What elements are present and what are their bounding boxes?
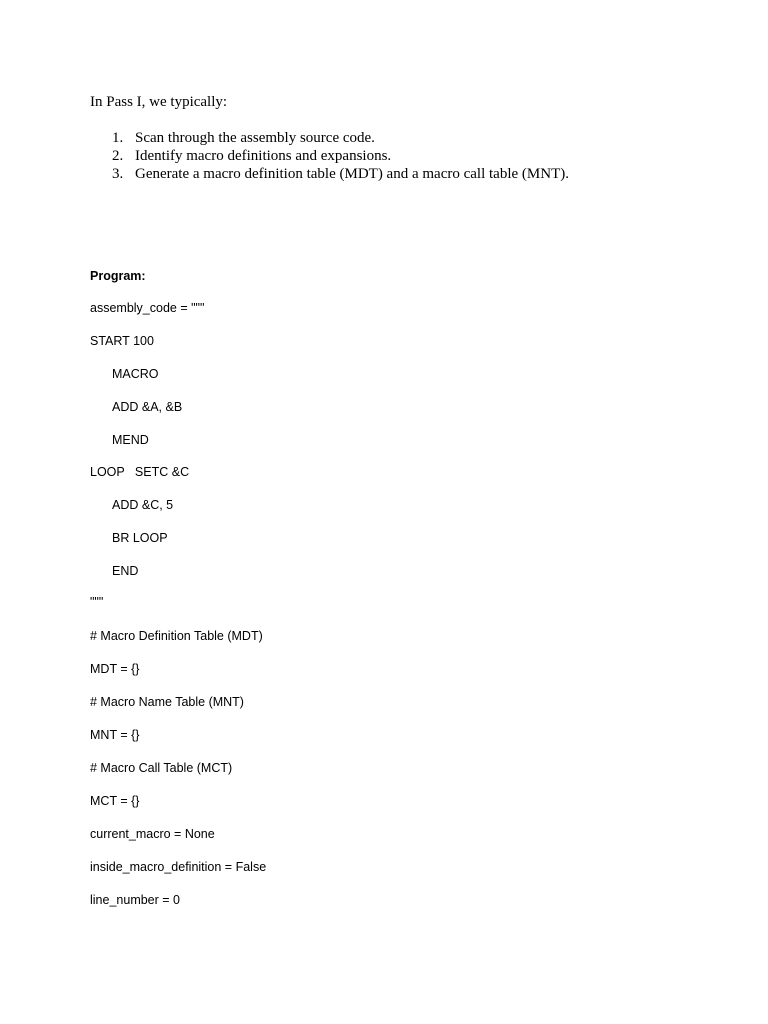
list-text: Identify macro definitions and expansions. xyxy=(135,148,392,164)
code-line: line_number = 0 xyxy=(90,893,180,907)
list-number: 2. xyxy=(112,148,124,164)
code-line: START 100 xyxy=(90,334,154,348)
code-comment: # Macro Call Table (MCT) xyxy=(90,761,233,775)
code-line: """ xyxy=(90,595,104,609)
list-text: Scan through the assembly source code. xyxy=(135,130,375,146)
code-line: BR LOOP xyxy=(112,531,168,545)
code-line: MEND xyxy=(112,433,149,447)
code-comment: # Macro Name Table (MNT) xyxy=(90,695,244,709)
code-line: MCT = {} xyxy=(90,794,140,808)
list-number: 3. xyxy=(112,166,124,182)
code-line: END xyxy=(112,564,139,578)
code-line: LOOP SETC &C xyxy=(90,465,190,479)
intro-paragraph: In Pass I, we typically: xyxy=(90,94,228,110)
code-line: MNT = {} xyxy=(90,728,140,742)
code-line: assembly_code = """ xyxy=(90,301,205,315)
code-line: MACRO xyxy=(112,367,159,381)
code-line: MDT = {} xyxy=(90,662,140,676)
code-comment: # Macro Definition Table (MDT) xyxy=(90,629,263,643)
list-text: Generate a macro definition table (MDT) and a macro call table (MNT). xyxy=(135,166,569,182)
program-heading: Program: xyxy=(90,269,146,283)
list-number: 1. xyxy=(112,130,124,146)
code-line: ADD &A, &B xyxy=(112,400,183,414)
code-line: current_macro = None xyxy=(90,827,215,841)
code-line: ADD &C, 5 xyxy=(112,498,174,512)
code-line: inside_macro_definition = False xyxy=(90,860,267,874)
